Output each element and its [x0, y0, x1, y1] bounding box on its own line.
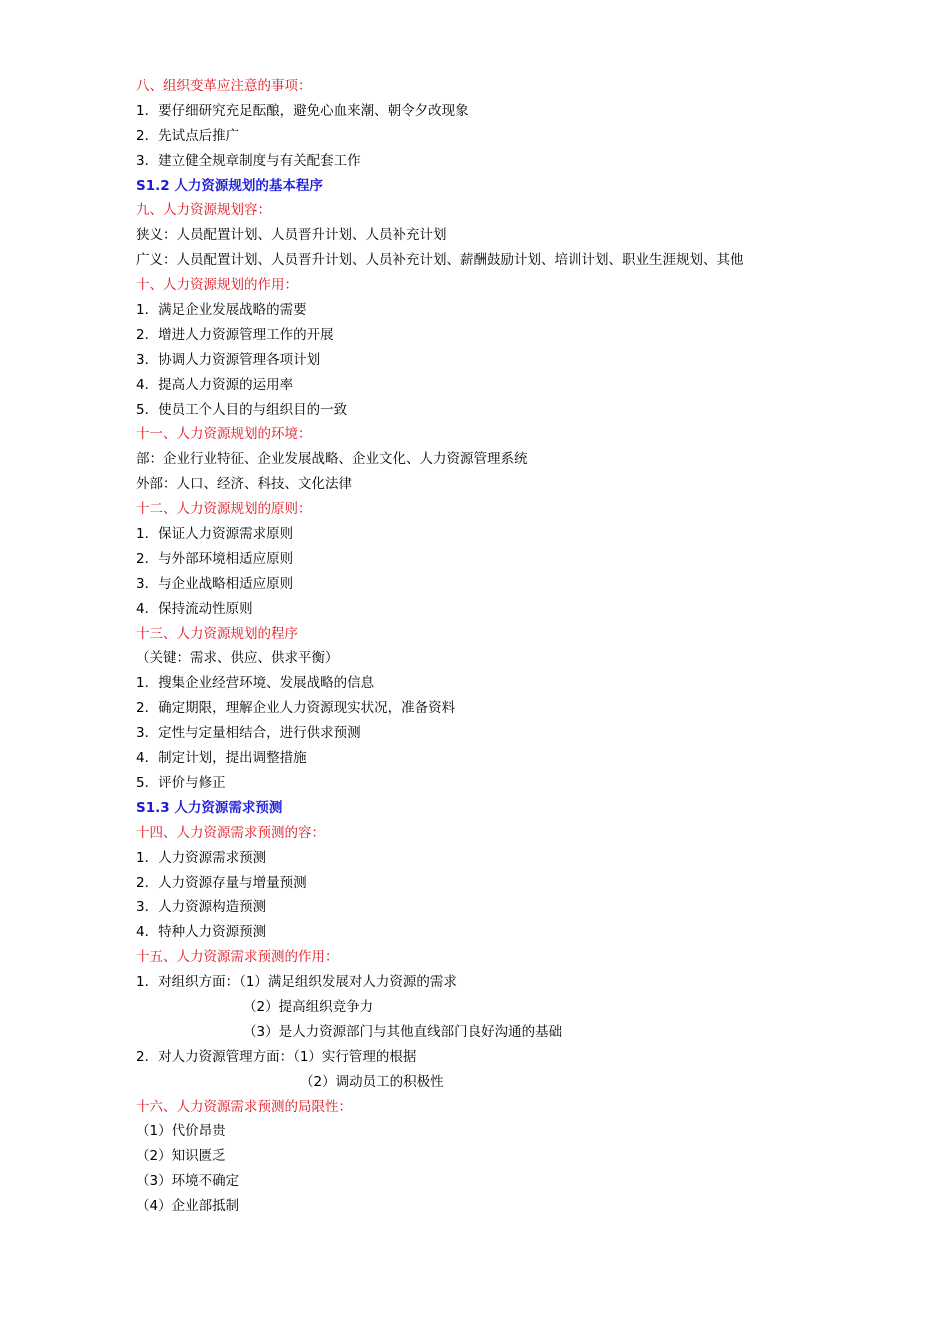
body-text-line: 广义：人员配置计划、人员晋升计划、人员补充计划、薪酬鼓励计划、培训计划、职业生涯规划、其他 [136, 252, 744, 269]
body-text-line: 2．增进人力资源管理工作的开展 [136, 326, 334, 343]
chapter-heading: S1.2 人力资源规划的基本程序 [136, 177, 323, 194]
body-text-line: 3．建立健全规章制度与有关配套工作 [136, 152, 361, 169]
body-text-line: 2．对人力资源管理方面：（1）实行管理的根据 [136, 1048, 417, 1065]
body-text-line: 4．保持流动性原则 [136, 600, 253, 617]
section-heading: 十三、人力资源规划的程序 [136, 625, 298, 642]
body-text-line: 5．评价与修正 [136, 774, 226, 791]
body-text-line: （3）是人力资源部门与其他直线部门良好沟通的基础 [243, 1023, 563, 1040]
body-text-line: 1．保证人力资源需求原则 [136, 526, 294, 543]
body-text-line: 1．人力资源需求预测 [136, 849, 267, 866]
body-text-line: 3．与企业战略相适应原则 [136, 575, 294, 592]
body-text-line: （1）代价昂贵 [136, 1123, 226, 1140]
body-text-line: 1．满足企业发展战略的需要 [136, 302, 307, 319]
body-text-line: （关键：需求、供应、供求平衡） [136, 650, 339, 667]
section-heading: 十、人力资源规划的作用： [136, 277, 298, 294]
body-text-line: （2）提高组织竞争力 [243, 998, 374, 1015]
body-text-line: 4．特种人力资源预测 [136, 924, 267, 941]
body-text-line: 2．先试点后推广 [136, 127, 240, 144]
body-text-line: （2）知识匮乏 [136, 1148, 226, 1165]
body-text-line: （2）调动员工的积极性 [300, 1073, 444, 1090]
section-heading: 十二、人力资源规划的原则： [136, 501, 312, 518]
body-text-line: 3．协调人力资源管理各项计划 [136, 351, 321, 368]
section-heading: 八、组织变革应注意的事项： [136, 78, 312, 94]
section-heading: 十五、人力资源需求预测的作用： [136, 949, 339, 966]
section-heading: 九、人力资源规划容： [136, 202, 271, 219]
body-text-line: 1．要仔细研究充足酝酿，避免心血来潮、朝令夕改现象 [136, 102, 469, 119]
body-text-line: 部：企业行业特征、企业发展战略、企业文化、人力资源管理系统 [136, 451, 528, 468]
document-body [136, 74, 836, 1219]
body-text-line: （3）环境不确定 [136, 1173, 240, 1190]
body-text-line: 3．人力资源构造预测 [136, 899, 267, 916]
body-text-line: 外部：人口、经济、科技、文化法律 [136, 476, 352, 493]
body-text-line: 4．制定计划，提出调整措施 [136, 750, 307, 767]
chapter-heading: S1.3 人力资源需求预测 [136, 799, 283, 816]
section-heading: 十四、人力资源需求预测的容： [136, 824, 325, 841]
body-text-line: 2．确定期限，理解企业人力资源现实状况，准备资料 [136, 700, 456, 717]
body-text-line: 3．定性与定量相结合，进行供求预测 [136, 725, 361, 742]
section-heading: 十一、人力资源规划的环境： [136, 426, 312, 443]
body-text-line: （4）企业部抵制 [136, 1198, 240, 1215]
section-heading: 十六、人力资源需求预测的局限性： [136, 1098, 352, 1115]
body-text-line: 1．对组织方面：（1）满足组织发展对人力资源的需求 [136, 974, 457, 991]
body-text-line: 狭义：人员配置计划、人员晋升计划、人员补充计划 [136, 227, 447, 244]
body-text-line: 1．搜集企业经营环境、发展战略的信息 [136, 675, 375, 692]
body-text-line: 2．与外部环境相适应原则 [136, 550, 294, 567]
body-text-line: 4．提高人力资源的运用率 [136, 376, 294, 393]
body-text-line: 5．使员工个人目的与组织目的一致 [136, 401, 348, 418]
body-text-line: 2．人力资源存量与增量预测 [136, 874, 307, 891]
